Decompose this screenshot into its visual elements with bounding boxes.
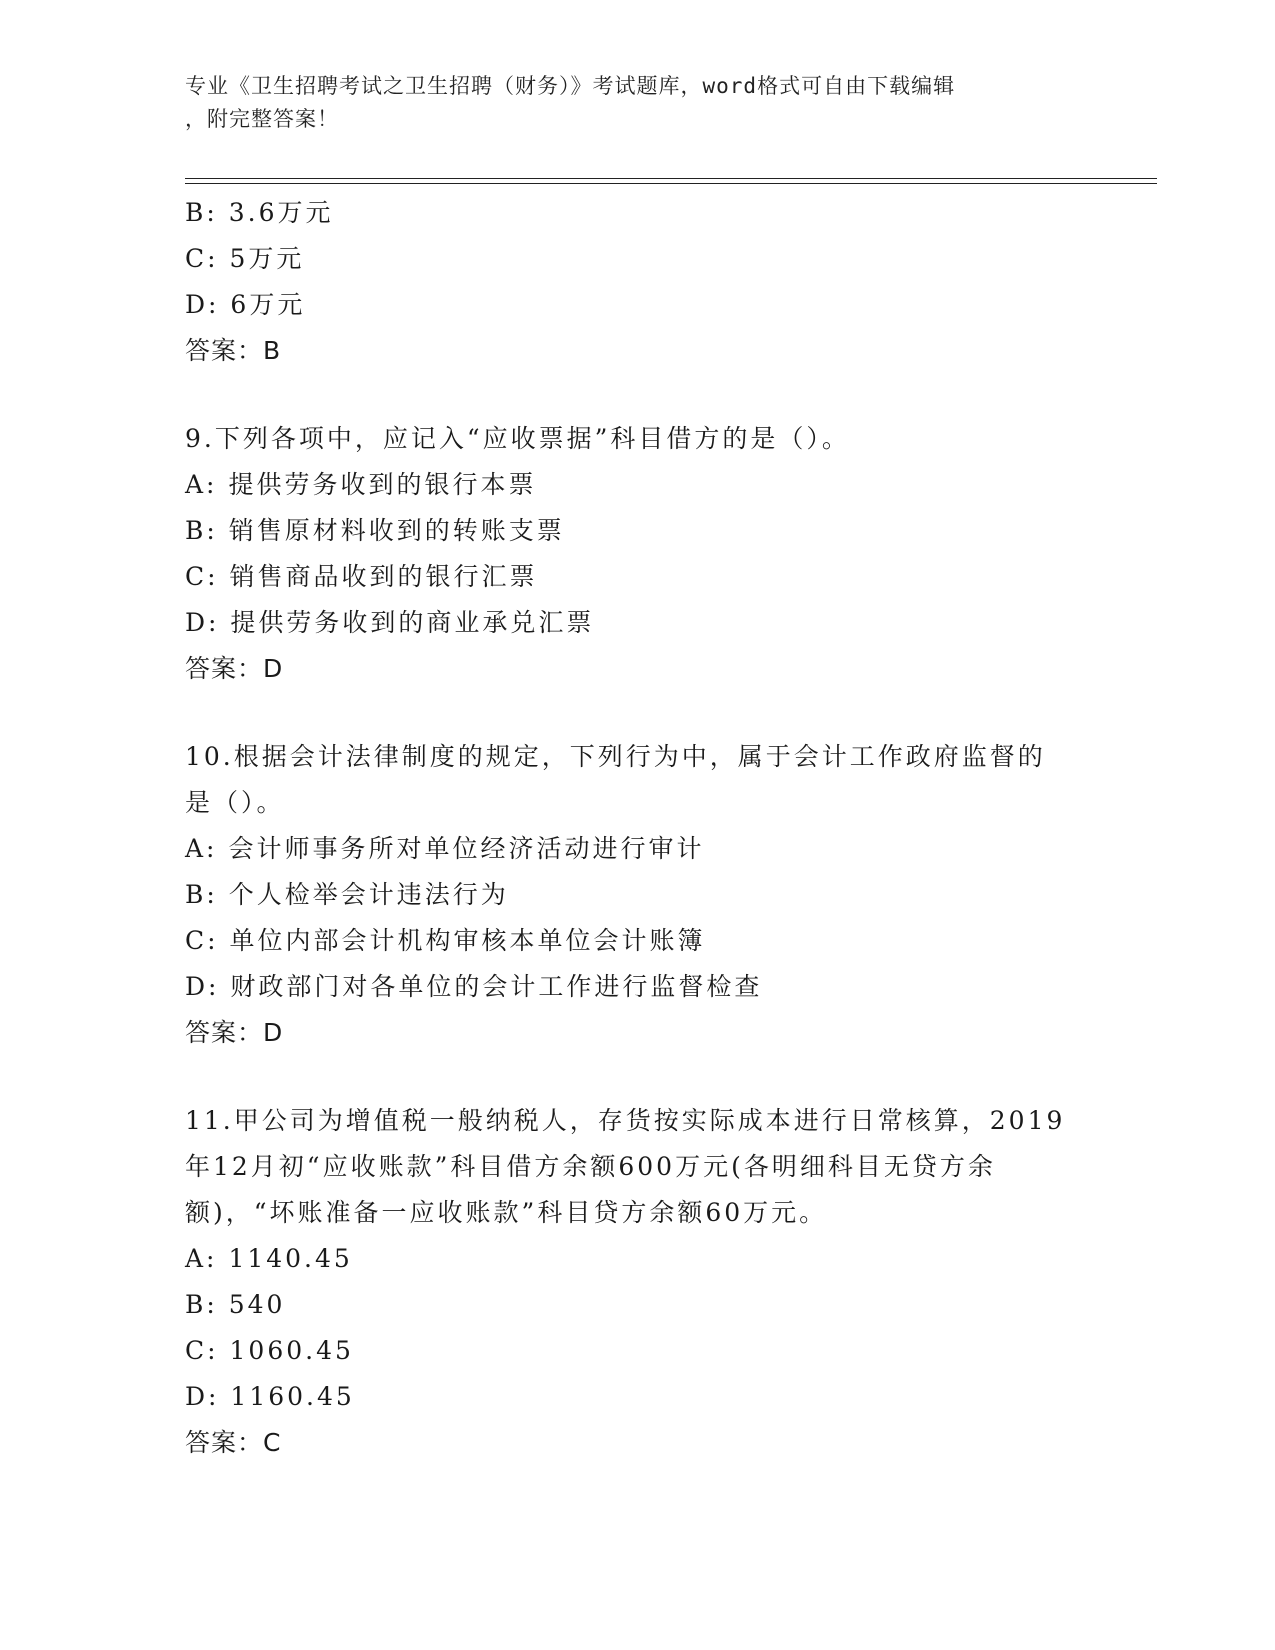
question-stem-line-3: 额)，“坏账准备一应收账款”科目贷方余额60万元。 <box>185 1198 828 1227</box>
option-b: B: 3.6万元 <box>185 198 334 227</box>
option-a: A: 提供劳务收到的银行本票 <box>185 470 537 499</box>
question-partial <box>185 190 1085 374</box>
page-header <box>185 70 1085 136</box>
option-c: C: 1060.45 <box>185 1336 354 1365</box>
option-d: D: 1160.45 <box>185 1382 355 1411</box>
option-c: C: 5万元 <box>185 244 305 273</box>
question-stem-line-2: 年12月初“应收账款”科目借方余额600万元(各明细科目无贷方余 <box>185 1152 996 1181</box>
question-10 <box>185 734 1085 1056</box>
header-divider-bottom <box>185 183 1157 184</box>
answer: 答案：D <box>185 654 284 683</box>
option-a: A: 1140.45 <box>185 1244 353 1273</box>
answer: 答案：D <box>185 1018 284 1047</box>
option-a: A: 会计师事务所对单位经济活动进行审计 <box>185 834 705 863</box>
header-line-2: ，附完整答案！ <box>185 107 339 131</box>
question-stem-line-1: 11.甲公司为增值税一般纳税人，存货按实际成本进行日常核算，2019 <box>185 1106 1066 1135</box>
option-c: C: 销售商品收到的银行汇票 <box>185 562 538 591</box>
answer: 答案：C <box>185 1428 282 1457</box>
header-divider-top <box>185 178 1157 179</box>
option-b: B: 个人检举会计违法行为 <box>185 880 509 909</box>
question-stem: 9.下列各项中，应记入“应收票据”科目借方的是（）。 <box>185 424 850 453</box>
question-stem-line-2: 是（）。 <box>185 788 285 817</box>
option-d: D: 6万元 <box>185 290 306 319</box>
option-c: C: 单位内部会计机构审核本单位会计账簿 <box>185 926 706 955</box>
header-line-1: 专业《卫生招聘考试之卫生招聘（财务）》考试题库，word格式可自由下载编辑 <box>185 74 956 98</box>
question-content <box>185 190 1085 1466</box>
option-d: D: 提供劳务收到的商业承兑汇票 <box>185 608 595 637</box>
question-11 <box>185 1098 1085 1466</box>
option-b: B: 销售原材料收到的转账支票 <box>185 516 565 545</box>
answer: 答案：B <box>185 336 282 365</box>
option-d: D: 财政部门对各单位的会计工作进行监督检查 <box>185 972 763 1001</box>
question-9 <box>185 416 1085 692</box>
option-b: B: 540 <box>185 1290 286 1319</box>
question-stem-line-1: 10.根据会计法律制度的规定，下列行为中，属于会计工作政府监督的 <box>185 742 1046 771</box>
